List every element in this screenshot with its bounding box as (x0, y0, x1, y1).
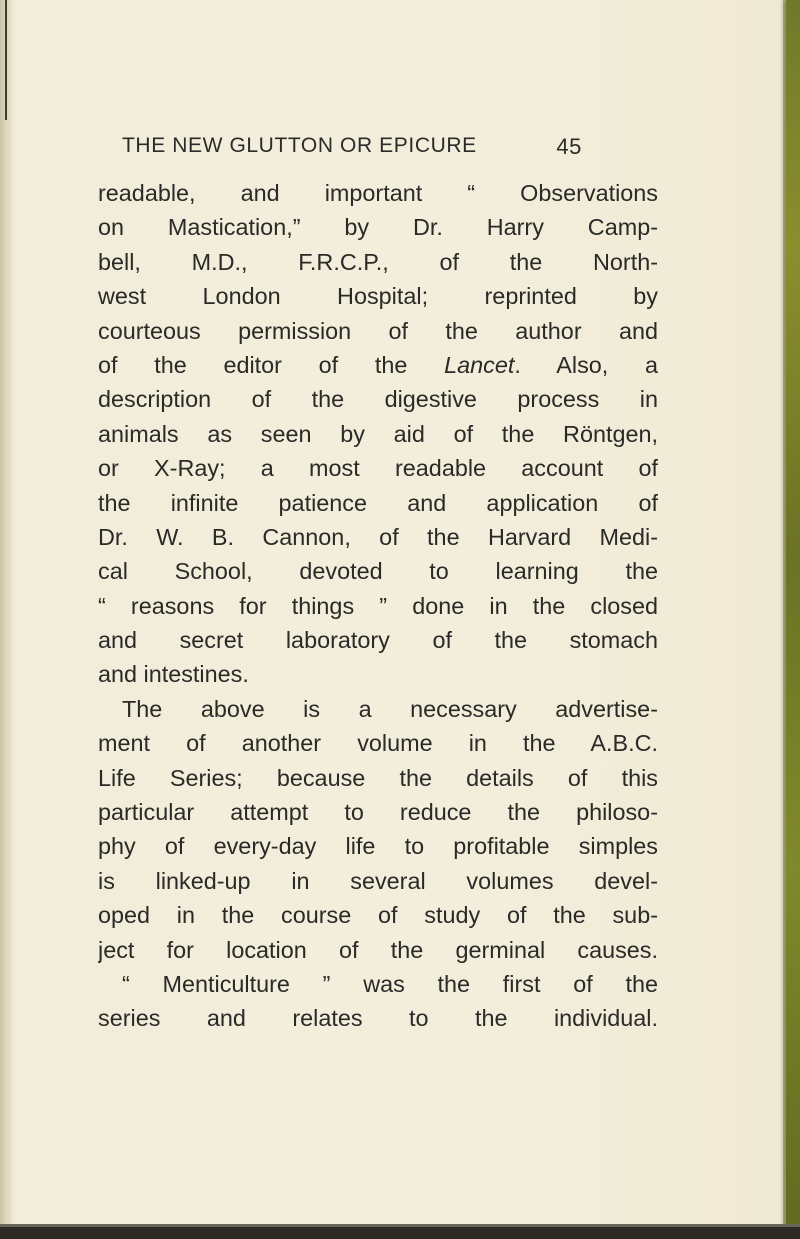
text-line: oped in the course of study of the sub- (98, 902, 658, 929)
text-line: animals as seen by aid of the Röntgen, (98, 420, 658, 447)
text-line: of the editor of the Lancet. Also, a (98, 351, 658, 378)
page-number: 45 (556, 134, 582, 159)
text-line: ject for location of the germinal causes. (98, 936, 658, 963)
scan-bottom-border (0, 1227, 800, 1239)
page-edge-rule (5, 0, 7, 120)
text-line: west London Hospital; reprinted by (98, 283, 658, 310)
running-title: THE NEW GLUTTON OR EPICURE (122, 134, 477, 157)
text-line: ment of another volume in the A.B.C. (98, 730, 658, 757)
text-line: on Mastication,” by Dr. Harry Camp- (98, 214, 658, 241)
text-line: readable, and important “ Observations (98, 180, 658, 206)
text-line: cal School, devoted to learning the (98, 558, 658, 585)
text-line: bell, M.D., F.R.C.P., of the North- (98, 248, 658, 275)
text-line: courteous permission of the author and (98, 317, 658, 344)
running-header (122, 134, 582, 168)
page-gutter-shadow (0, 0, 12, 1239)
text-line: “ Menticulture ” was the first of the (122, 970, 658, 997)
text-line: phy of every-day life to profitable simples (98, 833, 658, 860)
text-line: Dr. W. B. Cannon, of the Harvard Medi- (98, 523, 658, 550)
italic-title: Lancet (444, 351, 515, 378)
text-line: Life Series; because the details of this (98, 764, 658, 791)
text-line: series and relates to the individual. (98, 1005, 658, 1032)
text-line: description of the digestive process in (98, 386, 658, 413)
text-line: particular attempt to reduce the philoso- (98, 799, 658, 826)
text-line: and intestines. (98, 661, 249, 688)
text-line: The above is a necessary advertise- (122, 695, 658, 722)
text-line: and secret laboratory of the stomach (98, 627, 658, 654)
text-line: “ reasons for things ” done in the closed (98, 592, 658, 619)
book-cover-edge (786, 0, 800, 1239)
text-line: is linked-up in several volumes devel- (98, 867, 658, 894)
body-text (98, 176, 658, 1036)
text-line: the infinite patience and application of (98, 489, 658, 516)
text-line: or X-Ray; a most readable account of (98, 455, 658, 482)
